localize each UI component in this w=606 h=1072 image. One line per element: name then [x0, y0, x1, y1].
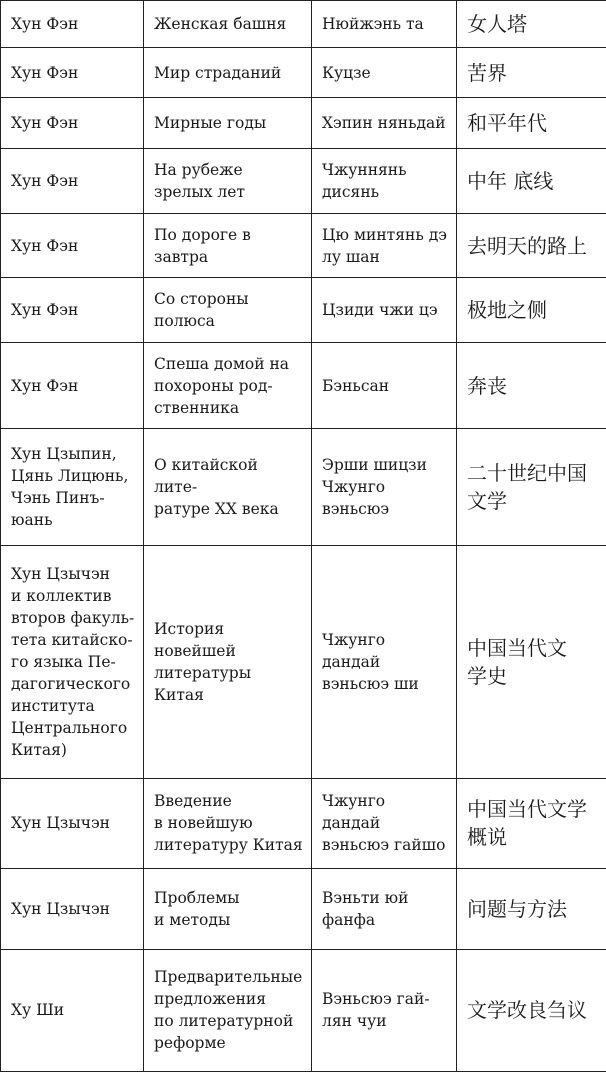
title-zh-cell: 二十世纪中国 文学 — [457, 429, 606, 546]
title-zh-cell: 苦界 — [457, 48, 606, 98]
title-translit-cell: Нюйжэнь та — [312, 1, 457, 48]
table-row — [1, 868, 606, 949]
author-cell: Хун Цзычэн — [1, 778, 144, 868]
title-ru-cell: Проблемы и методы — [144, 868, 312, 949]
title-zh-cell: 极地之侧 — [457, 278, 606, 343]
title-translit-cell: Бэньсан — [312, 343, 457, 429]
title-ru-cell: Введение в новейшую литературу Китая — [144, 778, 312, 868]
author-cell: Хун Цзычэн — [1, 868, 144, 949]
author-cell: Хун Фэн — [1, 214, 144, 278]
title-zh-cell: 中国当代文学 概说 — [457, 778, 606, 868]
table-row — [1, 149, 606, 214]
title-zh-cell: 中国当代文 学史 — [457, 546, 606, 778]
title-zh-cell: 女人塔 — [457, 1, 606, 48]
author-cell: Хун Фэн — [1, 98, 144, 149]
table-row — [1, 778, 606, 868]
title-translit-cell: Куцзе — [312, 48, 457, 98]
title-ru-cell: О китайской лите- ратуре XX века — [144, 429, 312, 546]
table-row — [1, 1, 606, 48]
table-row — [1, 949, 606, 1071]
title-ru-cell: Со стороны полюса — [144, 278, 312, 343]
title-translit-cell: Эрши шицзи Чжунго вэньсюэ — [312, 429, 457, 546]
author-cell: Хун Цзычэн и коллектив второв факуль- тета китайско- го языка Пе- дагогического института Центрального Китая) — [1, 546, 144, 778]
title-zh-cell: 去明天的路上 — [457, 214, 606, 278]
title-zh-cell: 奔丧 — [457, 343, 606, 429]
title-zh-cell: 问题与方法 — [457, 868, 606, 949]
title-translit-cell: Чжуннянь дисянь — [312, 149, 457, 214]
title-ru-cell: Предварительные предложения по литературной реформе — [144, 949, 312, 1071]
title-zh-cell: 文学改良刍议 — [457, 949, 606, 1071]
table-row — [1, 98, 606, 149]
title-ru-cell: Мирные годы — [144, 98, 312, 149]
table-row — [1, 214, 606, 278]
title-zh-cell: 和平年代 — [457, 98, 606, 149]
title-translit-cell: Чжунго дандай вэньсюэ ши — [312, 546, 457, 778]
title-ru-cell: По дороге в завтра — [144, 214, 312, 278]
table-row — [1, 278, 606, 343]
author-cell: Хун Фэн — [1, 1, 144, 48]
title-zh-cell: 中年 底线 — [457, 149, 606, 214]
title-ru-cell: Спеша домой на похороны род- ственника — [144, 343, 312, 429]
title-translit-cell: Хэпин няньдай — [312, 98, 457, 149]
author-cell: Ху Ши — [1, 949, 144, 1071]
author-cell: Хун Фэн — [1, 48, 144, 98]
author-cell: Хун Фэн — [1, 149, 144, 214]
author-cell: Хун Фэн — [1, 343, 144, 429]
title-translit-cell: Цзиди чжи цэ — [312, 278, 457, 343]
table-row — [1, 429, 606, 546]
title-translit-cell: Вэньсюэ гай- лян чуи — [312, 949, 457, 1071]
title-ru-cell: Мир страданий — [144, 48, 312, 98]
author-cell: Хун Цзыпин, Цянь Лицюнь, Чэнь Пинъ- юань — [1, 429, 144, 546]
table-row — [1, 343, 606, 429]
title-ru-cell: История новейшей литературы Китая — [144, 546, 312, 778]
title-translit-cell: Чжунго дандай вэньсюэ гайшо — [312, 778, 457, 868]
table-row — [1, 546, 606, 778]
title-ru-cell: Женская башня — [144, 1, 312, 48]
title-ru-cell: На рубеже зрелых лет — [144, 149, 312, 214]
title-translit-cell: Цю минтянь дэ лу шан — [312, 214, 457, 278]
title-translit-cell: Вэньти юй фанфа — [312, 868, 457, 949]
author-cell: Хун Фэн — [1, 278, 144, 343]
table-row — [1, 48, 606, 98]
